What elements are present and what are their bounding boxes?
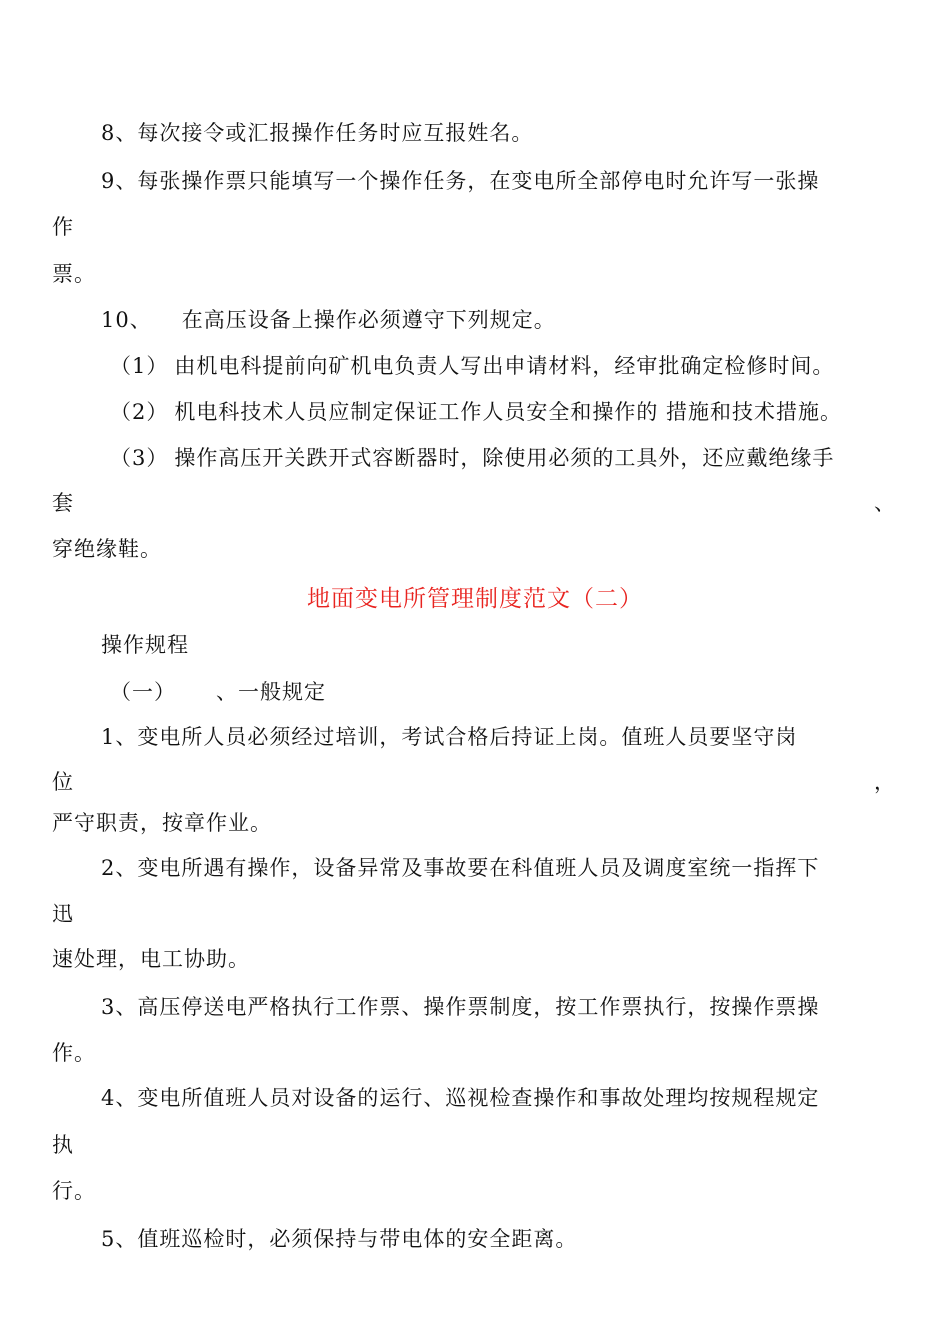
sub-item-2-number: （2） — [110, 400, 169, 424]
sub-item-2-text: 机电科技术人员应制定保证工作人员安全和操作的 措施和技术措施。 — [174, 400, 843, 424]
rule-1-line-2 — [52, 769, 895, 795]
sub-item-2 — [110, 399, 842, 425]
paragraph-9-line-2: 作 — [52, 215, 74, 239]
paragraph-8: 8、每次接令或汇报操作任务时应互报姓名。 — [101, 121, 534, 145]
sub-item-3-line-3: 穿绝缘鞋。 — [52, 537, 162, 561]
rule-4-line-1: 4、变电所值班人员对设备的运行、巡视检查操作和事故处理均按规程规定 — [101, 1086, 820, 1110]
rule-1-line-2-right: ， — [874, 770, 895, 794]
rule-5-line-1: 5、值班巡检时，必须保持与带电体的安全距离。 — [101, 1227, 578, 1251]
sub-item-1 — [110, 353, 834, 379]
subsection-number: （一） — [110, 680, 176, 704]
rule-3-line-1: 3、高压停送电严格执行工作票、操作票制度，按工作票执行，按操作票操 — [101, 995, 820, 1019]
paragraph-10 — [101, 307, 556, 333]
sub-item-3-text: 操作高压开关跌开式容断器时，除使用必须的工具外，还应戴绝缘手 — [174, 446, 835, 470]
rule-2-line-1: 2、变电所遇有操作，设备异常及事故要在科值班人员及调度室统一指挥下 — [101, 856, 820, 880]
sub-item-1-number: （1） — [110, 354, 169, 378]
sub-item-3-line-2 — [52, 490, 895, 516]
rule-1-line-1: 1、变电所人员必须经过培训，考试合格后持证上岗。值班人员要坚守岗 — [101, 725, 798, 749]
subsection-title: 、一般规定 — [216, 680, 326, 704]
sub-item-1-text: 由机电科提前向矿机电负责人写出申请材料，经审批确定检修时间。 — [174, 354, 835, 378]
subsection-heading — [110, 679, 326, 705]
paragraph-10-text: 在高压设备上操作必须遵守下列规定。 — [181, 308, 556, 332]
rule-3-line-2: 作。 — [52, 1041, 96, 1065]
paragraph-9-line-1: 9、每张操作票只能填写一个操作任务，在变电所全部停电时允许写一张操 — [101, 169, 820, 193]
sub-item-3-line-2-right: 、 — [874, 491, 895, 515]
sub-item-3-line-2-left: 套 — [52, 491, 73, 515]
rule-1-line-3: 严守职责，按章作业。 — [52, 811, 272, 835]
rule-2-line-2: 迅 — [52, 902, 74, 926]
sub-item-3-number: （3） — [110, 446, 169, 470]
section-title: 地面变电所管理制度范文（二） — [307, 586, 643, 612]
rule-2-line-3: 速处理，电工协助。 — [52, 947, 250, 971]
rule-1-line-2-left: 位 — [52, 770, 73, 794]
section-heading: 操作规程 — [101, 633, 189, 657]
paragraph-10-number: 10、 — [101, 308, 152, 332]
rule-4-line-3: 行。 — [52, 1179, 96, 1203]
paragraph-9-line-3: 票。 — [52, 262, 96, 286]
rule-4-line-2: 执 — [52, 1133, 74, 1157]
sub-item-3 — [110, 445, 834, 471]
